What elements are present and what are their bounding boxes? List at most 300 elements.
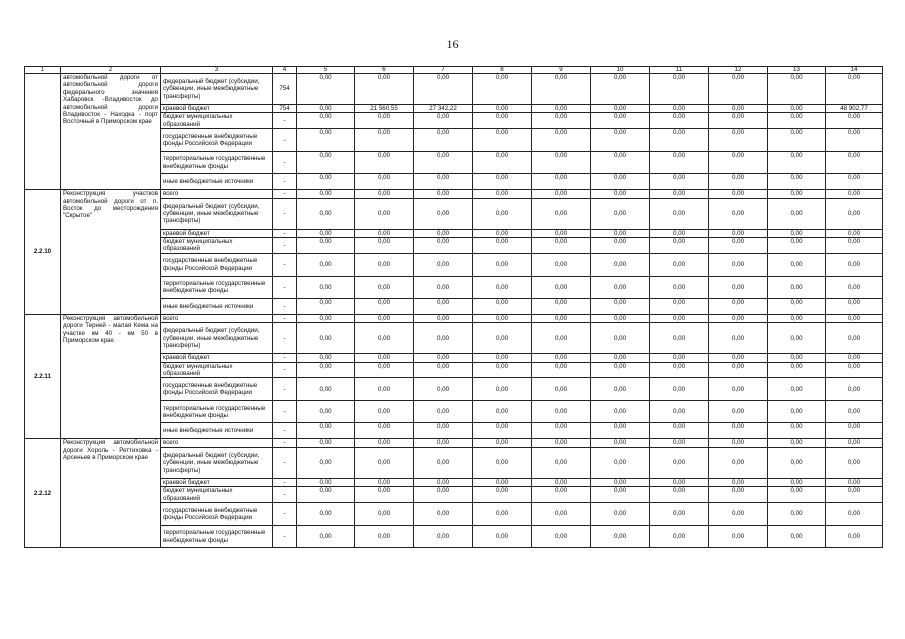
funding-source: всего <box>161 439 273 447</box>
funding-source: территориальные государственные внебюджетные фонды <box>161 276 273 298</box>
value-cell: 0,00 <box>826 198 883 229</box>
value-cell: 0,00 <box>355 323 414 354</box>
header-cell: 1 <box>25 67 61 74</box>
item-code: 2.2.12 <box>25 439 61 548</box>
col4-code: - <box>273 447 297 478</box>
value-cell: 0,00 <box>709 229 768 237</box>
value-cell: 0,00 <box>650 152 709 174</box>
value-cell: 0,00 <box>473 229 532 237</box>
value-cell: 0,00 <box>414 198 473 229</box>
value-cell: 0,00 <box>826 314 883 322</box>
value-cell: 0,00 <box>355 276 414 298</box>
value-cell: 0,00 <box>473 423 532 439</box>
header-cell: 9 <box>532 67 591 74</box>
value-cell: 0,00 <box>591 174 650 190</box>
col4-code: - <box>273 253 297 276</box>
value-cell: 0,00 <box>473 238 532 254</box>
value-cell: 0,00 <box>826 190 883 198</box>
value-cell: 0,00 <box>768 354 826 362</box>
value-cell: 0,00 <box>826 401 883 423</box>
value-cell: 0,00 <box>297 378 355 401</box>
value-cell: 0,00 <box>473 253 532 276</box>
value-cell: 0,00 <box>709 314 768 322</box>
value-cell: 0,00 <box>532 423 591 439</box>
value-cell: 0,00 <box>297 113 355 129</box>
value-cell: 0,00 <box>709 447 768 478</box>
value-cell: 0,00 <box>709 174 768 190</box>
value-cell: 0,00 <box>591 378 650 401</box>
col4-code: - <box>273 423 297 439</box>
value-cell: 0,00 <box>414 439 473 447</box>
item-code <box>25 74 61 190</box>
header-cell: 10 <box>591 67 650 74</box>
value-cell: 0,00 <box>591 439 650 447</box>
value-cell: 0,00 <box>355 478 414 486</box>
value-cell: 0,00 <box>709 298 768 314</box>
value-cell: 0,00 <box>826 439 883 447</box>
value-cell: 0,00 <box>297 238 355 254</box>
value-cell: 0,00 <box>532 487 591 503</box>
funding-source: государственные внебюджетные фонды Российской Федерации <box>161 378 273 401</box>
value-cell: 0,00 <box>297 362 355 378</box>
value-cell: 0,00 <box>355 503 414 526</box>
value-cell: 0,00 <box>591 423 650 439</box>
value-cell: 0,00 <box>826 487 883 503</box>
value-cell: 0,00 <box>826 503 883 526</box>
value-cell: 0,00 <box>473 447 532 478</box>
value-cell: 0,00 <box>473 487 532 503</box>
value-cell: 0,00 <box>473 314 532 322</box>
value-cell: 0,00 <box>591 478 650 486</box>
value-cell: 0,00 <box>650 314 709 322</box>
value-cell: 0,00 <box>473 478 532 486</box>
value-cell: 0,00 <box>532 229 591 237</box>
value-cell: 0,00 <box>709 238 768 254</box>
value-cell: 0,00 <box>355 447 414 478</box>
value-cell: 0,00 <box>768 526 826 548</box>
col4-code: - <box>273 354 297 362</box>
value-cell: 0,00 <box>768 314 826 322</box>
value-cell: 0,00 <box>650 447 709 478</box>
value-cell: 0,00 <box>297 129 355 152</box>
value-cell: 0,00 <box>650 229 709 237</box>
value-cell: 0,00 <box>768 276 826 298</box>
header-row <box>25 67 883 74</box>
value-cell: 0,00 <box>473 74 532 105</box>
value-cell: 0,00 <box>826 276 883 298</box>
value-cell: 0,00 <box>650 526 709 548</box>
value-cell: 0,00 <box>414 323 473 354</box>
value-cell: 0,00 <box>709 74 768 105</box>
funding-source: иные внебюджетные источники <box>161 174 273 190</box>
value-cell: 0,00 <box>473 323 532 354</box>
value-cell: 0,00 <box>709 362 768 378</box>
value-cell: 0,00 <box>826 238 883 254</box>
value-cell: 0,00 <box>650 276 709 298</box>
header-cell: 5 <box>297 67 355 74</box>
value-cell: 0,00 <box>709 478 768 486</box>
value-cell: 0,00 <box>473 152 532 174</box>
funding-source: территориальные государственные внебюджетные фонды <box>161 526 273 548</box>
value-cell: 0,00 <box>826 113 883 129</box>
item-title: Реконструкция автомобильной дороги Хороль - Реттиховка - Арсеньев в Приморском крае <box>61 439 161 548</box>
value-cell: 0,00 <box>709 354 768 362</box>
value-cell: 0,00 <box>768 129 826 152</box>
value-cell: 0,00 <box>414 362 473 378</box>
value-cell: 0,00 <box>650 362 709 378</box>
value-cell: 0,00 <box>297 478 355 486</box>
value-cell: 0,00 <box>591 487 650 503</box>
value-cell: 0,00 <box>768 298 826 314</box>
col4-code: - <box>273 401 297 423</box>
funding-source: бюджет муниципальных образований <box>161 113 273 129</box>
funding-source: всего <box>161 190 273 198</box>
value-cell: 0,00 <box>355 198 414 229</box>
value-cell: 0,00 <box>532 298 591 314</box>
value-cell: 0,00 <box>355 129 414 152</box>
value-cell: 0,00 <box>591 362 650 378</box>
value-cell: 0,00 <box>532 253 591 276</box>
budget-table <box>24 66 883 548</box>
value-cell: 0,00 <box>709 439 768 447</box>
header-cell: 13 <box>768 67 826 74</box>
funding-source: иные внебюджетные источники <box>161 423 273 439</box>
table-body <box>25 67 883 548</box>
value-cell: 0,00 <box>768 439 826 447</box>
value-cell: 0,00 <box>826 447 883 478</box>
col4-code: 754 <box>273 105 297 113</box>
value-cell: 0,00 <box>532 478 591 486</box>
value-cell: 0,00 <box>591 198 650 229</box>
value-cell: 0,00 <box>650 74 709 105</box>
value-cell: 0,00 <box>709 526 768 548</box>
value-cell: 0,00 <box>297 298 355 314</box>
col4-code: - <box>273 503 297 526</box>
value-cell: 0,00 <box>768 362 826 378</box>
value-cell: 0,00 <box>297 354 355 362</box>
value-cell: 0,00 <box>355 487 414 503</box>
value-cell: 0,00 <box>473 174 532 190</box>
value-cell: 0,00 <box>297 314 355 322</box>
funding-source: бюджет муниципальных образований <box>161 487 273 503</box>
value-cell: 0,00 <box>532 401 591 423</box>
header-cell: 4 <box>273 67 297 74</box>
value-cell: 0,00 <box>473 298 532 314</box>
funding-source: федеральный бюджет (субсидии, субвенции, иные межбюджетные трансферты) <box>161 74 273 105</box>
value-cell: 0,00 <box>414 253 473 276</box>
value-cell: 0,00 <box>591 314 650 322</box>
value-cell: 0,00 <box>591 253 650 276</box>
value-cell: 0,00 <box>414 190 473 198</box>
col4-code: - <box>273 487 297 503</box>
funding-source: федеральный бюджет (субсидии, субвенции, иные межбюджетные трансферты) <box>161 198 273 229</box>
value-cell: 0,00 <box>414 423 473 439</box>
value-cell: 0,00 <box>414 298 473 314</box>
value-cell: 0,00 <box>532 152 591 174</box>
value-cell: 0,00 <box>709 190 768 198</box>
funding-source: всего <box>161 314 273 322</box>
value-cell: 0,00 <box>591 129 650 152</box>
value-cell: 0,00 <box>473 113 532 129</box>
col4-code: - <box>273 439 297 447</box>
header-cell: 2 <box>61 67 161 74</box>
value-cell: 0,00 <box>473 129 532 152</box>
value-cell: 0,00 <box>709 253 768 276</box>
value-cell: 0,00 <box>591 105 650 113</box>
value-cell: 0,00 <box>473 105 532 113</box>
header-cell: 7 <box>414 67 473 74</box>
value-cell: 0,00 <box>297 152 355 174</box>
value-cell: 0,00 <box>591 447 650 478</box>
value-cell: 0,00 <box>768 447 826 478</box>
col4-code: - <box>273 152 297 174</box>
value-cell: 0,00 <box>650 298 709 314</box>
value-cell: 0,00 <box>355 378 414 401</box>
value-cell: 0,00 <box>297 198 355 229</box>
value-cell: 0,00 <box>768 378 826 401</box>
value-cell: 0,00 <box>826 298 883 314</box>
value-cell: 21 560,55 <box>355 105 414 113</box>
value-cell: 0,00 <box>297 423 355 439</box>
value-cell: 0,00 <box>532 503 591 526</box>
value-cell: 0,00 <box>826 74 883 105</box>
header-cell: 8 <box>473 67 532 74</box>
value-cell: 0,00 <box>532 276 591 298</box>
value-cell: 0,00 <box>473 354 532 362</box>
value-cell: 0,00 <box>532 105 591 113</box>
value-cell: 0,00 <box>768 323 826 354</box>
col4-code: - <box>273 229 297 237</box>
value-cell: 0,00 <box>414 174 473 190</box>
col4-code: - <box>273 276 297 298</box>
value-cell: 0,00 <box>768 152 826 174</box>
page-number: 16 <box>446 37 459 51</box>
value-cell: 0,00 <box>473 276 532 298</box>
value-cell: 0,00 <box>414 129 473 152</box>
value-cell: 0,00 <box>473 526 532 548</box>
value-cell: 0,00 <box>768 174 826 190</box>
value-cell: 0,00 <box>297 229 355 237</box>
value-cell: 0,00 <box>297 401 355 423</box>
value-cell: 0,00 <box>414 503 473 526</box>
value-cell: 0,00 <box>532 113 591 129</box>
value-cell: 0,00 <box>473 362 532 378</box>
table-row <box>25 74 883 105</box>
value-cell: 0,00 <box>414 354 473 362</box>
funding-source: государственные внебюджетные фонды Российской Федерации <box>161 253 273 276</box>
value-cell: 0,00 <box>709 503 768 526</box>
value-cell: 0,00 <box>709 105 768 113</box>
col4-code: - <box>273 129 297 152</box>
value-cell: 0,00 <box>591 190 650 198</box>
value-cell: 0,00 <box>532 362 591 378</box>
value-cell: 0,00 <box>826 323 883 354</box>
value-cell: 0,00 <box>532 174 591 190</box>
value-cell: 0,00 <box>414 152 473 174</box>
col4-code: - <box>273 478 297 486</box>
value-cell: 0,00 <box>355 439 414 447</box>
item-code: 2.2.11 <box>25 314 61 439</box>
value-cell: 0,00 <box>768 229 826 237</box>
value-cell: 0,00 <box>768 238 826 254</box>
funding-source: территориальные государственные внебюджетные фонды <box>161 401 273 423</box>
value-cell: 0,00 <box>297 323 355 354</box>
value-cell: 0,00 <box>297 190 355 198</box>
value-cell: 0,00 <box>355 314 414 322</box>
item-title: автомобильной дороги от автомобильной дороги федерального значения Хабаровск -Владивосток до автомобильной дороги Владивосток - Находка - порт Восточный в Приморском крае <box>61 74 161 190</box>
funding-source: бюджет муниципальных образований <box>161 362 273 378</box>
value-cell: 0,00 <box>355 526 414 548</box>
value-cell: 0,00 <box>709 276 768 298</box>
value-cell: 0,00 <box>650 323 709 354</box>
value-cell: 0,00 <box>650 105 709 113</box>
col4-code: - <box>273 323 297 354</box>
value-cell: 27 342,22 <box>414 105 473 113</box>
value-cell: 0,00 <box>355 423 414 439</box>
value-cell: 0,00 <box>591 323 650 354</box>
value-cell: 0,00 <box>355 74 414 105</box>
value-cell: 0,00 <box>709 423 768 439</box>
item-title: Реконструкция участков автомобильной дороги от п. Восток до месторождения "Скрытое" <box>61 190 161 315</box>
funding-source: краевой бюджет <box>161 105 273 113</box>
value-cell: 0,00 <box>826 478 883 486</box>
funding-source: федеральный бюджет (субсидии, субвенции, иные межбюджетные трансферты) <box>161 323 273 354</box>
value-cell: 0,00 <box>297 105 355 113</box>
funding-source: краевой бюджет <box>161 354 273 362</box>
value-cell: 0,00 <box>532 526 591 548</box>
value-cell: 0,00 <box>709 487 768 503</box>
value-cell: 0,00 <box>826 362 883 378</box>
value-cell: 0,00 <box>591 401 650 423</box>
value-cell: 0,00 <box>650 439 709 447</box>
table-row <box>25 190 883 198</box>
value-cell: 0,00 <box>650 354 709 362</box>
col4-code: 754 <box>273 74 297 105</box>
value-cell: 0,00 <box>532 447 591 478</box>
value-cell: 0,00 <box>473 503 532 526</box>
col4-code: - <box>273 378 297 401</box>
value-cell: 0,00 <box>709 198 768 229</box>
value-cell: 0,00 <box>650 190 709 198</box>
value-cell: 0,00 <box>826 129 883 152</box>
value-cell: 0,00 <box>414 74 473 105</box>
funding-source: государственные внебюджетные фонды Российской Федерации <box>161 503 273 526</box>
value-cell: 0,00 <box>650 238 709 254</box>
value-cell: 0,00 <box>355 238 414 254</box>
value-cell: 0,00 <box>355 253 414 276</box>
value-cell: 0,00 <box>414 401 473 423</box>
value-cell: 0,00 <box>414 447 473 478</box>
value-cell: 0,00 <box>532 198 591 229</box>
value-cell: 0,00 <box>355 229 414 237</box>
value-cell: 0,00 <box>591 152 650 174</box>
value-cell: 0,00 <box>591 74 650 105</box>
value-cell: 0,00 <box>709 323 768 354</box>
value-cell: 0,00 <box>768 113 826 129</box>
value-cell: 0,00 <box>768 198 826 229</box>
value-cell: 0,00 <box>650 487 709 503</box>
funding-source: иные внебюджетные источники <box>161 298 273 314</box>
value-cell: 0,00 <box>650 253 709 276</box>
funding-source: краевой бюджет <box>161 229 273 237</box>
value-cell: 0,00 <box>297 253 355 276</box>
col4-code: - <box>273 174 297 190</box>
value-cell: 0,00 <box>650 423 709 439</box>
value-cell: 0,00 <box>650 401 709 423</box>
value-cell: 0,00 <box>591 238 650 254</box>
col4-code: - <box>273 314 297 322</box>
value-cell: 0,00 <box>532 190 591 198</box>
col4-code: - <box>273 238 297 254</box>
value-cell: 0,00 <box>414 314 473 322</box>
value-cell: 0,00 <box>826 253 883 276</box>
col4-code: - <box>273 362 297 378</box>
value-cell: 0,00 <box>826 354 883 362</box>
col4-code: - <box>273 298 297 314</box>
value-cell: 0,00 <box>297 526 355 548</box>
value-cell: 0,00 <box>532 378 591 401</box>
funding-source: территориальные государственные внебюджетные фонды <box>161 152 273 174</box>
value-cell: 0,00 <box>355 298 414 314</box>
value-cell: 48 902,77 <box>826 105 883 113</box>
value-cell: 0,00 <box>591 229 650 237</box>
value-cell: 0,00 <box>709 152 768 174</box>
value-cell: 0,00 <box>532 323 591 354</box>
value-cell: 0,00 <box>297 503 355 526</box>
value-cell: 0,00 <box>532 238 591 254</box>
header-cell: 3 <box>161 67 273 74</box>
value-cell: 0,00 <box>768 105 826 113</box>
value-cell: 0,00 <box>650 378 709 401</box>
value-cell: 0,00 <box>532 129 591 152</box>
value-cell: 0,00 <box>650 113 709 129</box>
value-cell: 0,00 <box>473 401 532 423</box>
value-cell: 0,00 <box>650 478 709 486</box>
value-cell: 0,00 <box>532 314 591 322</box>
value-cell: 0,00 <box>768 487 826 503</box>
value-cell: 0,00 <box>591 354 650 362</box>
item-code: 2.2.10 <box>25 190 61 315</box>
value-cell: 0,00 <box>297 276 355 298</box>
value-cell: 0,00 <box>768 74 826 105</box>
col4-code: - <box>273 190 297 198</box>
value-cell: 0,00 <box>709 378 768 401</box>
value-cell: 0,00 <box>768 253 826 276</box>
value-cell: 0,00 <box>826 526 883 548</box>
value-cell: 0,00 <box>650 174 709 190</box>
table-row <box>25 439 883 447</box>
header-cell: 11 <box>650 67 709 74</box>
value-cell: 0,00 <box>355 190 414 198</box>
value-cell: 0,00 <box>768 190 826 198</box>
value-cell: 0,00 <box>532 439 591 447</box>
value-cell: 0,00 <box>414 378 473 401</box>
value-cell: 0,00 <box>591 503 650 526</box>
value-cell: 0,00 <box>355 362 414 378</box>
value-cell: 0,00 <box>768 401 826 423</box>
table-row <box>25 314 883 322</box>
col4-code: - <box>273 198 297 229</box>
funding-source: бюджет муниципальных образований <box>161 238 273 254</box>
value-cell: 0,00 <box>414 238 473 254</box>
value-cell: 0,00 <box>826 229 883 237</box>
value-cell: 0,00 <box>473 198 532 229</box>
funding-source: краевой бюджет <box>161 478 273 486</box>
value-cell: 0,00 <box>591 113 650 129</box>
value-cell: 0,00 <box>591 298 650 314</box>
value-cell: 0,00 <box>414 229 473 237</box>
value-cell: 0,00 <box>414 113 473 129</box>
